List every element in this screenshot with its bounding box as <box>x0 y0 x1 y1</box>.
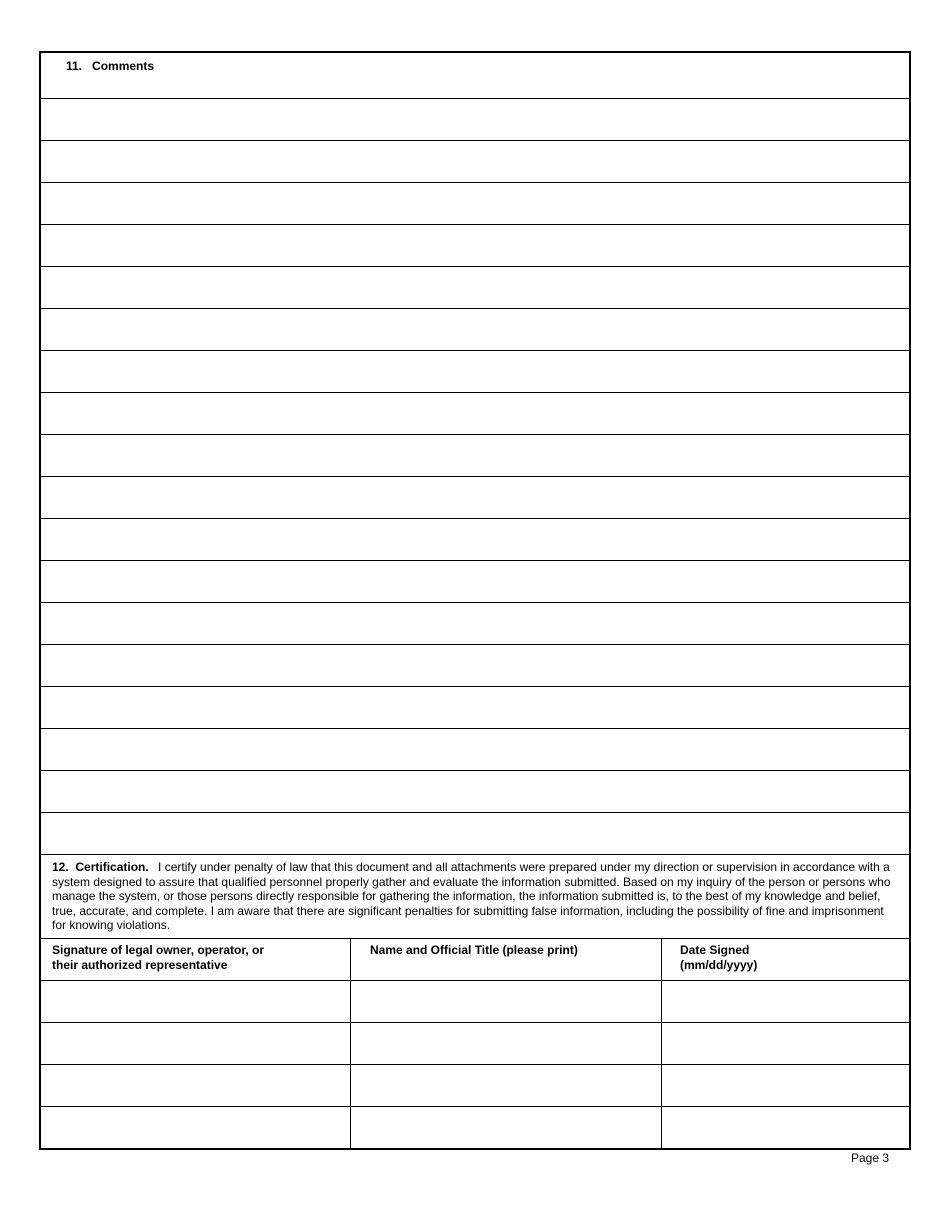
comment-line-2[interactable] <box>41 141 909 183</box>
signature-table-row <box>41 981 909 1023</box>
name-title-column-header <box>351 939 662 980</box>
name-title-field[interactable] <box>351 981 662 1022</box>
comment-line-5[interactable] <box>41 267 909 309</box>
comments-label <box>66 59 154 73</box>
comment-line-4[interactable] <box>41 225 909 267</box>
comments-title: Comments <box>92 59 155 73</box>
comments-number: 11. <box>66 59 83 73</box>
certification-heading <box>52 860 149 874</box>
comments-section-header <box>41 53 909 99</box>
signature-table-row <box>41 1107 909 1148</box>
comment-line-8[interactable] <box>41 393 909 435</box>
signature-table-row <box>41 1023 909 1065</box>
comment-line-7[interactable] <box>41 351 909 393</box>
date-signed-field[interactable] <box>662 1107 909 1148</box>
date-signed-field[interactable] <box>662 1065 909 1106</box>
comment-line-13[interactable] <box>41 603 909 645</box>
date-header-line-1: Date Signed <box>680 943 750 957</box>
comment-line-9[interactable] <box>41 435 909 477</box>
date-signed-field[interactable] <box>662 1023 909 1064</box>
certification-paragraph <box>52 860 897 933</box>
comment-line-1[interactable] <box>41 99 909 141</box>
comment-line-15[interactable] <box>41 687 909 729</box>
name-title-field[interactable] <box>351 1023 662 1064</box>
comment-line-10[interactable] <box>41 477 909 519</box>
comment-line-11[interactable] <box>41 519 909 561</box>
comment-line-17[interactable] <box>41 771 909 813</box>
form-page <box>39 51 911 1150</box>
certification-section <box>41 855 909 939</box>
signature-field[interactable] <box>41 1107 351 1148</box>
certification-number: 12. <box>52 860 69 874</box>
page-number: Page 3 <box>851 1151 890 1165</box>
comment-line-14[interactable] <box>41 645 909 687</box>
signature-header-line-2: their authorized representative <box>52 958 228 972</box>
signature-field[interactable] <box>41 981 351 1022</box>
name-title-field[interactable] <box>351 1107 662 1148</box>
signature-table-row <box>41 1065 909 1107</box>
comment-line-3[interactable] <box>41 183 909 225</box>
date-header-line-2: (mm/dd/yyyy) <box>680 958 758 972</box>
name-title-field[interactable] <box>351 1065 662 1106</box>
comment-line-12[interactable] <box>41 561 909 603</box>
signature-field[interactable] <box>41 1065 351 1106</box>
certification-text: I certify under penalty of law that this document and all attachments were prepared under my direction or supervision in accordance with a system designed to assure that qualified personnel properly gather and evaluate the information submitted. Based on my inquiry of the person or persons who manage the system, or those persons directly responsible for gathering the information, the information submitted is, to the best of my knowledge and belief, true, accurate, and complete. I am aware that there are significant penalties for submitting false information, including the possibility of fine and imprisonment for knowing violations. <box>52 860 891 932</box>
name-title-header-text: Name and Official Title (please print) <box>370 943 578 957</box>
comment-line-6[interactable] <box>41 309 909 351</box>
signature-table-header <box>41 939 909 981</box>
date-signed-column-header <box>662 939 909 980</box>
signature-header-line-1: Signature of legal owner, operator, or <box>52 943 265 957</box>
signature-field[interactable] <box>41 1023 351 1064</box>
comment-line-16[interactable] <box>41 729 909 771</box>
certification-title: Certification. <box>75 860 149 874</box>
date-signed-field[interactable] <box>662 981 909 1022</box>
signature-column-header <box>41 939 351 980</box>
comment-line-18[interactable] <box>41 813 909 855</box>
